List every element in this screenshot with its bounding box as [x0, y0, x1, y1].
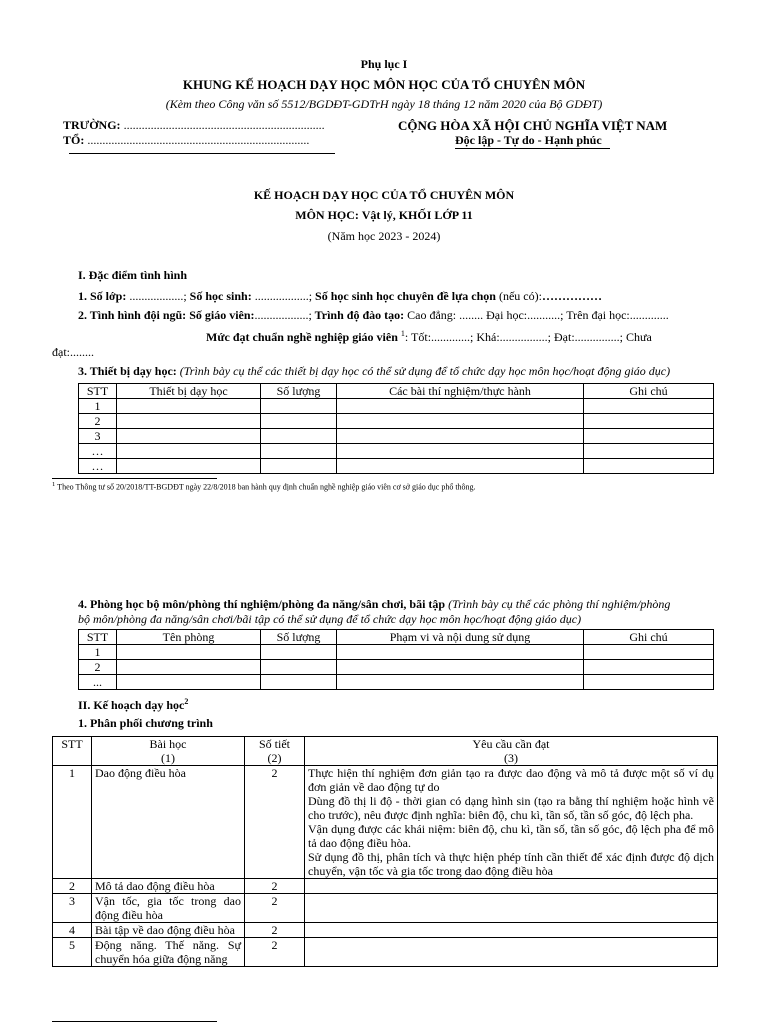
motto: Độc lập - Tự do - Hạnh phúc: [455, 133, 602, 147]
table-row: 3 Vận tốc, gia tốc trong dao động điều hòa 2: [53, 894, 718, 923]
rooms-line: 4. Phòng học bộ môn/phòng thí nghiệm/phòng đa năng/sân chơi, bãi tập (Trình bày cụ thể các phòng thí nghiệm/phòng: [78, 597, 671, 611]
header-lesson: Bài học (1): [92, 737, 245, 766]
header-experiments: Các bài thí nghiệm/thực hành: [337, 384, 584, 399]
requirements-cell: Thực hiện thí nghiệm đơn giản tạo ra được dao động và mô tả được một số ví dụ đơn giản về dao động tự do Dùng đồ thị li độ - thời gian có dạng hình sin (tạo ra bằng thí nghiệm hoặc hình vẽ cho trước), nêu được định nghĩa: biên độ, chu kì, tần số, tần số góc, độ lệch pha. Vận dụng được các khái niệm: biên độ, chu kì, tần số, tần số góc, độ lệch pha để mô tả dao động điều hòa. Sử dụng đồ thị, phân tích và thực hiện phép tính cần thiết để xác định được độ dịch chuyển, vận tốc và gia tốc trong dao động điều hòa: [305, 766, 718, 879]
header-stt: STT: [79, 630, 117, 645]
header-stt: STT: [79, 384, 117, 399]
table-row: 1: [79, 645, 714, 660]
plan-title: KẾ HOẠCH DẠY HỌC CỦA TỔ CHUYÊN MÔN: [253, 188, 515, 202]
table-row: 5 Động năng. Thế năng. Sự chuyển hóa giữa động năng 2: [53, 938, 718, 967]
header-equipment: Thiết bị dạy học: [117, 384, 261, 399]
section2-heading: II. Kế hoạch dạy học$^2$: [78, 697, 189, 712]
section1-heading: I. Đặc điểm tình hình: [78, 268, 188, 282]
plan-year: (Năm học 2023 - 2024): [327, 229, 441, 243]
standard-tail: đạt:........: [52, 345, 94, 359]
header-scope: Phạm vi và nội dung sử dụng: [337, 630, 584, 645]
table-row: 2: [79, 414, 714, 429]
plan-subject: MÔN HỌC: Vật lý, KHỐI LỚP 11: [295, 208, 473, 222]
equipment-line: 3. Thiết bị dạy học: (Trình bày cụ thể các thiết bị dạy học có thể sử dụng để tổ chức dạy học môn học/hoạt động giáo dục): [78, 364, 671, 378]
rooms-table: [78, 629, 714, 690]
table-row: 4 Bài tập về dao động điều hòa 2: [53, 923, 718, 938]
motto-underline: [455, 148, 610, 149]
classes-line: 1. Số lớp: ..................; Số học sinh: ..................; Số học sinh học chuyên đề lựa chọn (nếu có):……………: [78, 289, 602, 303]
header-quantity: Số lượng: [261, 384, 337, 399]
table-row: 2 Mô tả dao động điều hòa 2: [53, 879, 718, 894]
rooms-note-2: bộ môn/phòng đa năng/sân chơi/bãi tập có thể sử dụng để tổ chức dạy học môn học/hoạt động giáo dục): [78, 612, 582, 626]
header-notes: Ghi chú: [584, 630, 714, 645]
table-header-row: [79, 630, 714, 645]
table-header-row: [53, 737, 718, 766]
group-line: TỔ: ..........................................................................: [63, 133, 310, 147]
appendix-title: Phụ lục I: [360, 57, 408, 71]
footnote-1: $^1$ Theo Thông tư số 20/2018/TT-BGDĐT ngày 22/8/2018 ban hành quy định chuẩn nghề nghiệp giáo viên cơ sở giáo dục phổ thông.: [52, 481, 476, 492]
header-periods: Số tiết (2): [245, 737, 305, 766]
table-row: ...: [79, 675, 714, 690]
table-row: 1 Dao động điều hòa 2 Thực hiện thí nghiệm đơn giản tạo ra được dao động và mô tả được một số ví dụ đơn giản về dao động tự do Dùng đồ thị li độ - thời gian có dạng hình sin (tạo ra bằng thí nghiệm hoặc hình vẽ cho trước), nêu được định nghĩa: biên độ, chu kì, tần số, tần số góc, độ lệch pha. Vận dụng được các khái niệm: biên độ, chu kì, tần số, tần số góc, độ lệch pha để mô tả dao động điều hòa. Sử dụng đồ thị, phân tích và thực hiện phép tính cần thiết để xác định được độ dịch chuyển, vận tốc và gia tốc trong dao động điều hòa: [53, 766, 718, 879]
header-quantity: Số lượng: [261, 630, 337, 645]
header-notes: Ghi chú: [584, 384, 714, 399]
republic-title: CỘNG HÒA XÃ HỘI CHỦ NGHĨA VIỆT NAM: [398, 118, 668, 133]
table-row: …: [79, 459, 714, 474]
header-stt: STT: [53, 737, 92, 766]
standard-line: Mức đạt chuẩn nghề nghiệp giáo viên $^1$: Tốt:.............; Khá:................; Đạt:...............; Chưa: [206, 329, 652, 344]
frame-title: KHUNG KẾ HOẠCH DẠY HỌC MÔN HỌC CỦA TỔ CHUYÊN MÔN: [182, 77, 586, 92]
table-row: 2: [79, 660, 714, 675]
header-rule: [69, 153, 335, 154]
footnote-rule-bottom: [52, 1021, 217, 1022]
program-table: [52, 736, 718, 967]
table-header-row: [79, 384, 714, 399]
attached-note: (Kèm theo Công văn số 5512/BGDĐT-GDTrH ngày 18 tháng 12 năm 2020 của Bộ GDĐT): [165, 97, 603, 111]
staff-line: 2. Tình hình đội ngũ: Số giáo viên:..................; Trình độ đào tạo: Cao đẳng: ........ Đại học:...........; Trên đại học:.............: [78, 308, 669, 322]
header-requirements: Yêu cầu cần đạt (3): [305, 737, 718, 766]
table-row: …: [79, 444, 714, 459]
footnote-rule: [52, 478, 217, 479]
equipment-table: [78, 383, 714, 474]
table-row: 1: [79, 399, 714, 414]
program-subheading: 1. Phân phối chương trình: [78, 716, 213, 730]
school-line: TRƯỜNG: ...................................................................: [63, 118, 325, 132]
table-row: 3: [79, 429, 714, 444]
header-room-name: Tên phòng: [117, 630, 261, 645]
